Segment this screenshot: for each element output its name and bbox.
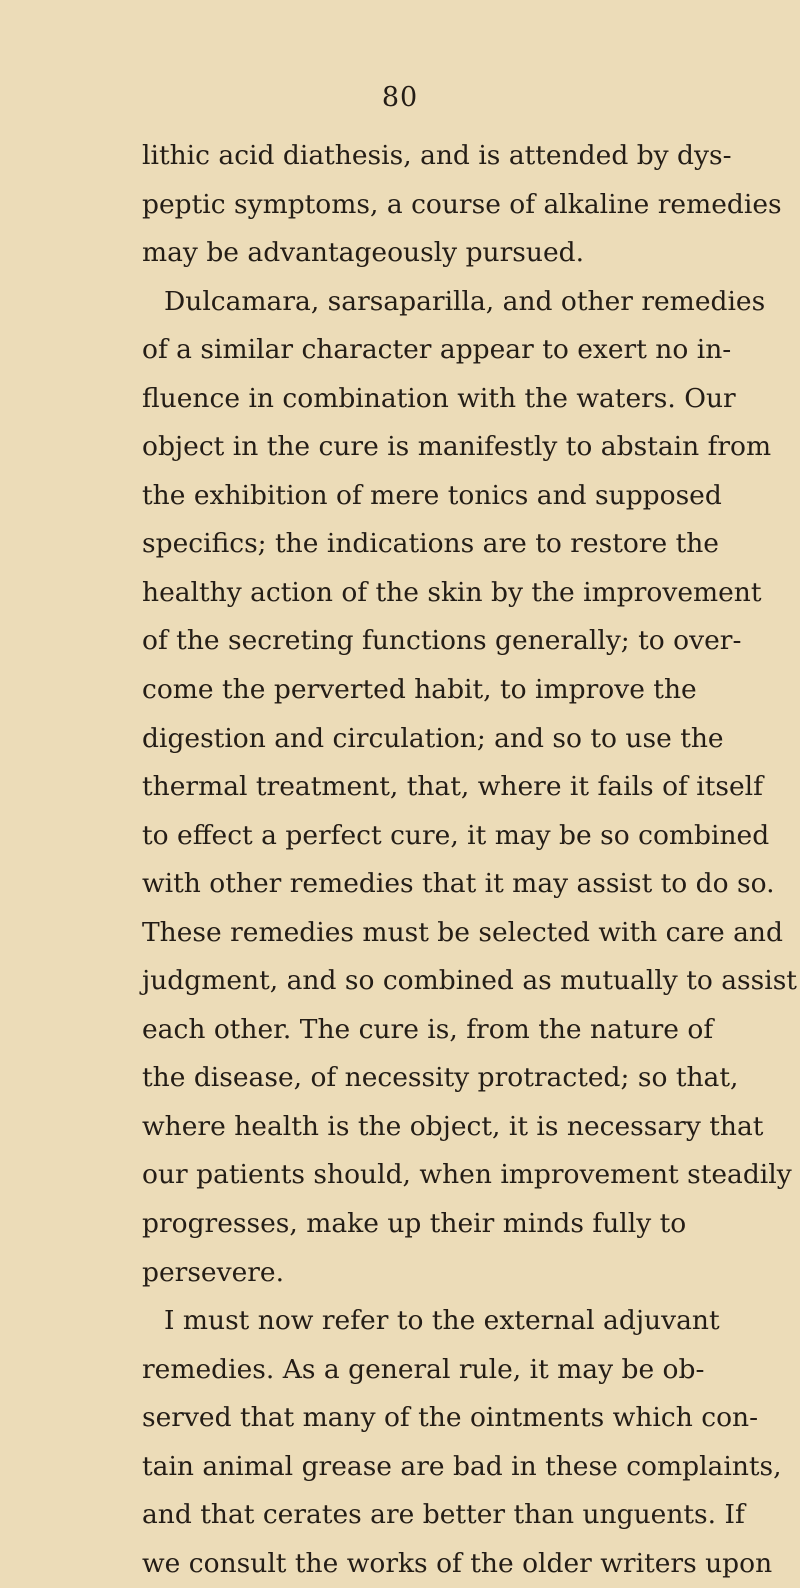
text-line: persevere. (142, 1256, 285, 1288)
text-line: the disease, of necessity protracted; so that, (142, 1062, 739, 1094)
text-line: digestion and circulation; and so to use the (142, 722, 724, 754)
text-line: served that many of the ointments which con- (142, 1402, 759, 1434)
text-line: thermal treatment, that, where it fails of itself (142, 771, 763, 803)
text-line: healthy action of the skin by the improvement (142, 576, 762, 608)
body-text (142, 132, 797, 1588)
text-line: the exhibition of mere tonics and supposed (142, 479, 722, 511)
text-line: object in the cure is manifestly to abstain from (142, 431, 772, 463)
text-line: tain animal grease are bad in these complaints, (142, 1450, 782, 1482)
text-line: each other. The cure is, from the nature of (142, 1013, 714, 1045)
text-line: to effect a perfect cure, it may be so combined (142, 819, 770, 851)
text-line: with other remedies that it may assist to do so. (142, 868, 775, 900)
text-line: of the secreting functions generally; to over- (142, 625, 742, 657)
text-line: progresses, make up their minds fully to (142, 1208, 687, 1240)
text-line: where health is the object, it is necessary that (142, 1110, 764, 1142)
text-line: Dulcamara, sarsaparilla, and other remedies (164, 285, 766, 317)
text-line: of a similar character appear to exert no in- (142, 334, 732, 366)
text-line: These remedies must be selected with care and (142, 916, 783, 948)
text-line: peptic symptoms, a course of alkaline remedies (142, 188, 782, 220)
text-line: our patients should, when improvement steadily (142, 1159, 792, 1191)
text-line: and that cerates are better than unguents. If (142, 1499, 745, 1531)
text-line: specifics; the indications are to restore the (142, 528, 719, 560)
page-number: 80 (381, 82, 419, 113)
text-line: we consult the works of the older writers upon (142, 1547, 773, 1579)
text-line: come the perverted habit, to improve the (142, 674, 697, 706)
text-line: remedies. As a general rule, it may be ob- (142, 1353, 705, 1385)
text-line: I must now refer to the external adjuvant (164, 1305, 720, 1337)
text-line: fluence in combination with the waters. Our (142, 382, 736, 414)
text-line: lithic acid diathesis, and is attended by dys- (142, 140, 732, 171)
text-line: judgment, and so combined as mutually to assist (142, 965, 797, 997)
text-line: may be advantageously pursued. (142, 237, 585, 269)
